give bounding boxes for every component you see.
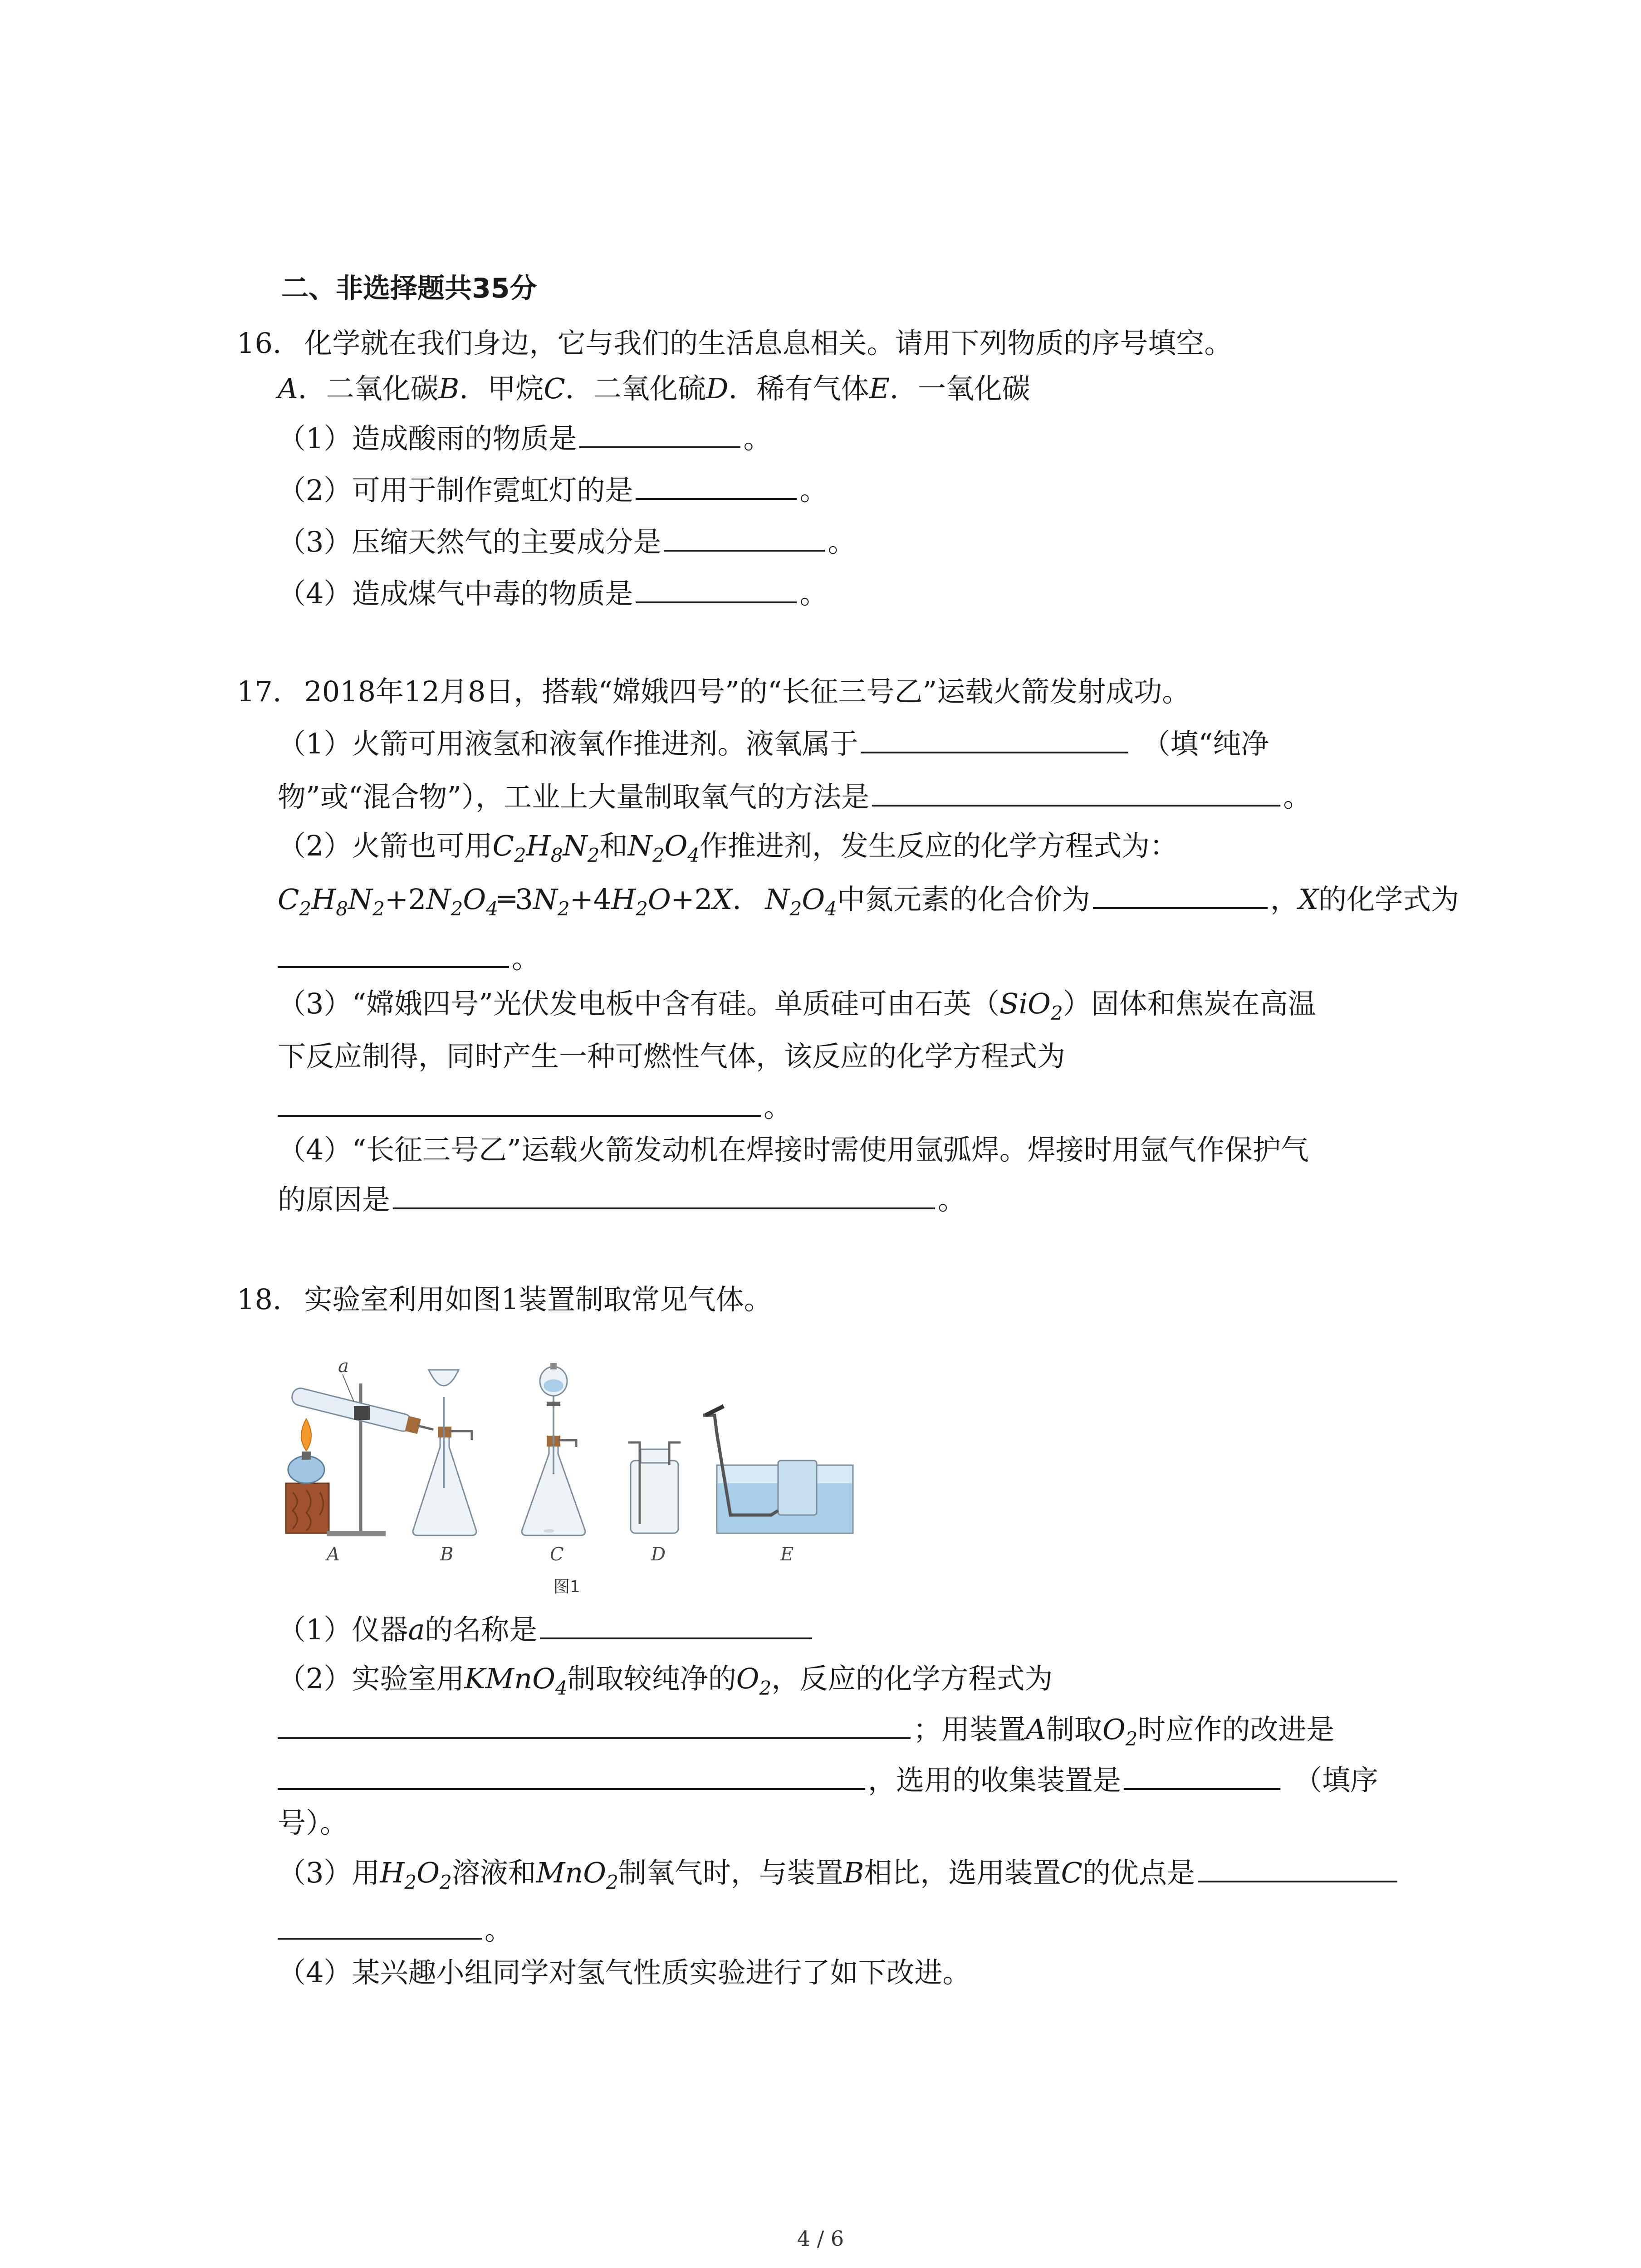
lamp-neck — [302, 1452, 311, 1460]
formula-sio2: SiO$_2$ — [999, 987, 1063, 1024]
q17-stem-line — [237, 671, 1641, 712]
q17-p3-text-c: 下反应制得，同时产生一种可燃性气体，该反应的化学方程式为 — [278, 1040, 1066, 1073]
q17-p3-text-a: （3）“嫦娥四号”光伏发电板中含有硅。单质硅可由石英（ — [278, 987, 999, 1020]
variable-a: a — [408, 1613, 425, 1646]
formula-h2o2: $H_2O_2$ — [380, 1856, 452, 1893]
plus-sign: +2 — [671, 883, 713, 916]
q17-part4-line2 — [278, 1179, 1641, 1220]
answer-blank[interactable] — [872, 777, 1280, 807]
q18-stem-line — [237, 1279, 1641, 1320]
answer-blank[interactable] — [278, 938, 509, 968]
answer-blank[interactable] — [1198, 1853, 1397, 1882]
apparatus-label-d: D — [651, 1544, 666, 1565]
q17-p4-text-a: （4）“长征三号乙”运载火箭发动机在焊接时需使用氩弧焊。焊接时用氩气作保护气 — [278, 1133, 1309, 1166]
option-d-text: ．稀有气体 — [728, 372, 869, 405]
option-a-letter: A — [278, 372, 298, 405]
q18-stem: 实验室利用如图1装置制取常见气体。 — [304, 1283, 772, 1316]
option-e-text: ．一氧化碳 — [889, 372, 1030, 405]
answer-blank[interactable] — [393, 1179, 935, 1209]
formula-n2o4: $N_2O_4$ — [765, 883, 837, 920]
section-heading: 二、非选择题共35分 — [281, 273, 537, 304]
plus-sign: +4 — [569, 883, 612, 916]
clamp — [354, 1406, 370, 1420]
option-c-text: ．二氧化硫 — [565, 372, 706, 405]
q18-p4-text: （4）某兴趣小组同学对氢气性质实验进行了如下改进。 — [278, 1956, 971, 1989]
formula-h2o: $H_2O$ — [611, 883, 671, 920]
label-a-pointer — [343, 1374, 354, 1402]
comma: ， — [1270, 883, 1298, 916]
answer-blank[interactable] — [278, 1709, 911, 1739]
q18-part2-line4 — [278, 1803, 1641, 1843]
item-number: （2） — [278, 474, 352, 507]
apparatus-label-e: E — [780, 1544, 794, 1565]
answer-blank[interactable] — [278, 1760, 865, 1790]
plus-sign: +2 — [384, 883, 426, 916]
item-text: 造成煤气中毒的物质是 — [352, 577, 633, 610]
q18-part2-line2 — [278, 1709, 1641, 1750]
q18-p2-text-h: （填序 — [1294, 1764, 1379, 1797]
formula-c2h8n2: $C_2H_8N_2$ — [492, 829, 600, 866]
answer-blank[interactable] — [861, 723, 1128, 753]
q18-number: 18. — [237, 1283, 282, 1316]
item-text: 可用于制作霓虹灯的是 — [352, 474, 633, 507]
q18-p1-text-a: （1）仪器 — [278, 1613, 408, 1646]
q18-p1-text-b: 的名称是 — [425, 1613, 538, 1646]
apparatus-label-a: A — [327, 1544, 340, 1565]
q17-part2-line3 — [278, 938, 1641, 979]
q17-p2-text-d: 的化学式为 — [1318, 883, 1460, 916]
equals-sign: ═3 — [498, 883, 533, 916]
page-number: 4 / 6 — [797, 2226, 844, 2251]
q18-p3-text-e: 的优点是 — [1082, 1856, 1195, 1889]
long-neck-funnel — [429, 1370, 459, 1386]
q18-p3-text-c: 制氧气时，与装置 — [618, 1856, 843, 1889]
q18-p3-end: 。 — [485, 1913, 513, 1946]
apparatus-c — [522, 1363, 585, 1535]
formula-n2: $N_2$ — [533, 883, 570, 920]
q17-p1-text-a: （1）火箭可用液氢和液氧作推进剂。液氧属于 — [278, 727, 858, 760]
item-end: 。 — [799, 577, 828, 610]
q17-p1-text-c: 物”或“混合物”），工业上大量制取氧气的方法是 — [278, 780, 870, 813]
stopcock — [547, 1402, 560, 1406]
q16-options — [278, 368, 1641, 409]
bottle-neck — [641, 1449, 669, 1463]
q18-p2-text-c: ，反应的化学方程式为 — [771, 1662, 1053, 1695]
q17-p1-end: 。 — [1283, 780, 1312, 813]
formula-n2o4: $N_2O_4$ — [426, 883, 498, 920]
q18-part1 — [278, 1609, 1641, 1650]
figure-caption: 图1 — [554, 1578, 580, 1596]
q17-p2-text-a: （2）火箭也可用 — [278, 829, 493, 862]
q17-part3-line1 — [278, 983, 1641, 1024]
variable-b: B — [843, 1856, 864, 1889]
item-end: 。 — [743, 422, 772, 455]
collecting-bottle — [778, 1461, 817, 1515]
option-c-letter: C — [544, 372, 565, 405]
q16-item-3 — [278, 522, 1641, 562]
formula-kmno4: KMnO$_4$ — [464, 1662, 568, 1699]
item-text: 压缩天然气的主要成分是 — [352, 525, 661, 558]
q17-p2-and: 和 — [599, 829, 628, 862]
answer-blank[interactable] — [278, 1910, 482, 1940]
item-end: 。 — [799, 474, 828, 507]
q18-part3-line2 — [278, 1910, 1641, 1950]
q17-p1-text-b: （填“纯净 — [1142, 727, 1269, 760]
q17-part2-equation — [278, 879, 1641, 920]
option-d-letter: D — [705, 372, 729, 405]
q18-p2-text-f: 时应作的改进是 — [1137, 1713, 1335, 1746]
q17-stem: 2018年12月8日，搭载“嫦娥四号”的“长征三号乙”运载火箭发射成功。 — [304, 675, 1190, 708]
option-e-letter: E — [869, 372, 890, 405]
q17-p2-text-b: 作推进剂，发生反应的化学方程式为： — [700, 829, 1178, 862]
apparatus-label-b: B — [440, 1544, 454, 1565]
q17-p2-end: 。 — [512, 942, 540, 975]
q17-part4-line1 — [278, 1129, 1641, 1170]
formula-o2: $O_2$ — [736, 1662, 772, 1699]
q18-p3-text-b: 溶液和 — [451, 1856, 536, 1889]
item-text: 造成酸雨的物质是 — [352, 422, 577, 455]
flame — [301, 1419, 311, 1451]
apparatus-d — [628, 1442, 681, 1533]
apparatus-b — [413, 1370, 476, 1535]
apparatus-a — [286, 1356, 435, 1536]
q16-item-2 — [278, 470, 1641, 511]
option-b-text: ．甲烷 — [459, 372, 544, 405]
variable-x: X — [712, 883, 733, 916]
q17-part1-line2 — [278, 777, 1641, 817]
b-delivery-tube — [449, 1431, 472, 1440]
answer-blank[interactable] — [636, 573, 797, 603]
item-end: 。 — [828, 525, 856, 558]
delivery-tube — [418, 1426, 433, 1429]
option-b-letter: B — [438, 372, 460, 405]
q16-item-4 — [278, 573, 1641, 614]
period: ． — [732, 883, 761, 916]
answer-blank[interactable] — [278, 1087, 761, 1117]
apparatus-label-c: C — [550, 1544, 564, 1565]
item-number: （3） — [278, 525, 352, 558]
variable-c: C — [1061, 1856, 1083, 1889]
alcohol-lamp — [288, 1456, 324, 1483]
apparatus-e — [703, 1406, 853, 1533]
q17-number: 17. — [237, 675, 282, 708]
q18-p2-text-a: （2）实验室用 — [278, 1662, 465, 1695]
answer-blank[interactable] — [579, 418, 740, 448]
q18-p2-text-b: 制取较纯净的 — [567, 1662, 736, 1695]
c-delivery-tube — [558, 1440, 576, 1447]
answer-blank[interactable] — [1124, 1760, 1280, 1790]
q17-part2-line1 — [278, 826, 1641, 866]
label-a: a — [338, 1356, 349, 1377]
q16-number: 16. — [237, 327, 282, 360]
item-number: （1） — [278, 422, 352, 455]
q18-p2-text-i: 号）。 — [278, 1806, 348, 1839]
answer-blank[interactable] — [540, 1609, 812, 1639]
q17-p3-end: 。 — [764, 1090, 792, 1124]
funnel-liquid — [544, 1379, 563, 1392]
q17-part3-line3 — [278, 1087, 1641, 1128]
q18-p3-text-d: 相比，选用装置 — [864, 1856, 1061, 1889]
q18-part2-line3 — [278, 1760, 1641, 1801]
q18-p2-text-d: ；用装置 — [913, 1713, 1026, 1746]
q18-p2-text-e: 制取 — [1046, 1713, 1102, 1746]
q17-part1-line1 — [278, 723, 1641, 764]
q16-stem: 化学就在我们身边，它与我们的生活息息相关。请用下列物质的序号填空。 — [304, 327, 1233, 360]
q18-part2-line1 — [278, 1658, 1641, 1699]
q17-part3-line2 — [278, 1036, 1641, 1077]
q17-p2-text-c: 中氮元素的化合价为 — [837, 883, 1090, 916]
item-number: （4） — [278, 577, 352, 610]
q17-p3-text-b: ）固体和焦炭在高温 — [1063, 987, 1316, 1020]
q16-item-1 — [278, 418, 1641, 459]
formula-mno2: MnO$_2$ — [536, 1856, 618, 1893]
formula-n2o4: $N_2O_4$ — [627, 829, 700, 866]
flask-solid — [544, 1529, 554, 1533]
q17-p4-end: 。 — [938, 1183, 966, 1216]
q17-p4-text-b: 的原因是 — [278, 1183, 391, 1216]
answer-blank[interactable] — [1093, 879, 1268, 909]
figure-caption-box — [544, 1574, 612, 1601]
q18-p3-text-a: （3）用 — [278, 1856, 380, 1889]
gas-bottle — [631, 1461, 678, 1533]
q16-stem-line — [237, 323, 1641, 364]
apparatus-figure — [281, 1352, 871, 1569]
answer-blank[interactable] — [636, 470, 797, 500]
funnel-top-stopper — [550, 1363, 557, 1369]
q18-part3-line1 — [278, 1853, 1641, 1893]
variable-x: X — [1298, 883, 1319, 916]
stand-base — [327, 1531, 386, 1536]
formula-o2: $O_2$ — [1102, 1713, 1138, 1750]
formula-c2h8n2: $C_2H_8N_2$ — [278, 883, 385, 920]
q18-p2-text-g: ，选用的收集装置是 — [868, 1764, 1122, 1797]
answer-blank[interactable] — [664, 522, 825, 552]
option-a-text: ．二氧化碳 — [298, 372, 439, 405]
variable-a-upper: A — [1026, 1713, 1046, 1746]
q18-part4 — [278, 1952, 1641, 1993]
